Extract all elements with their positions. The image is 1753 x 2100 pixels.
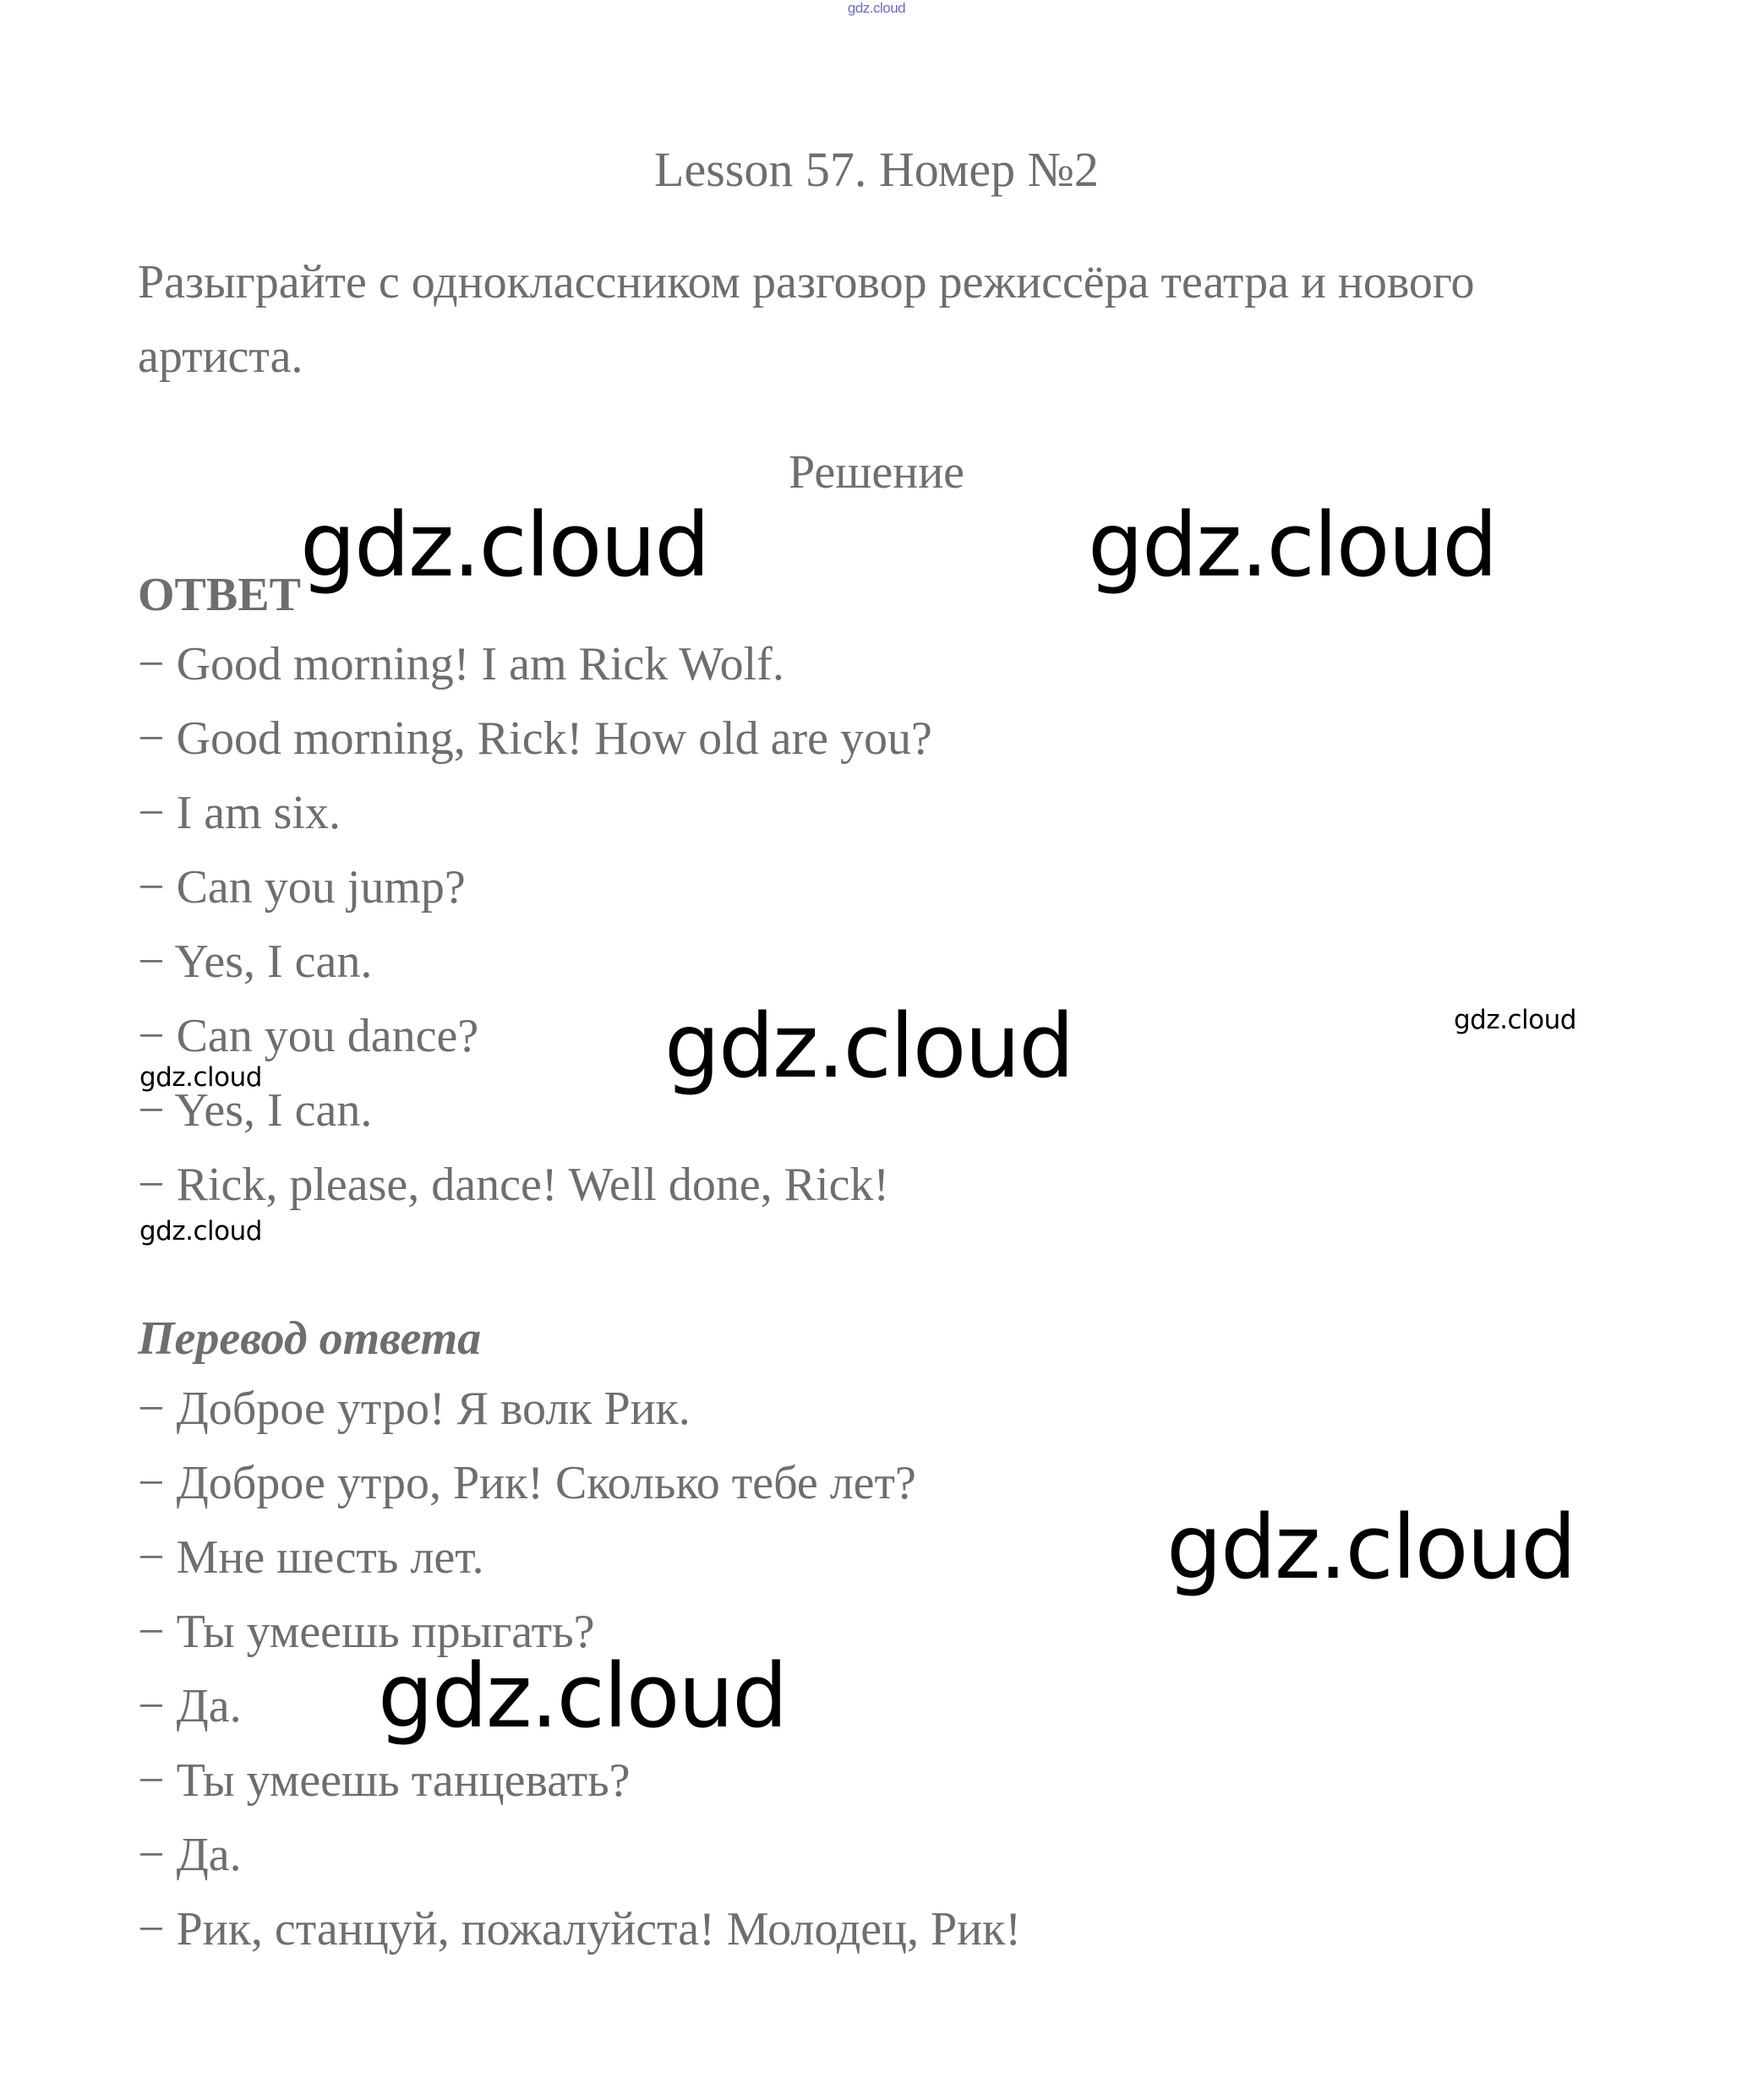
dialogue-line: − Good morning! I am Rick Wolf. (138, 638, 784, 690)
watermark: gdz.cloud (1088, 494, 1497, 597)
task-text: Разыграйте с одноклассником разговор режиссёра театра и нового артиста. (138, 256, 1475, 383)
translation-line: − Да. (138, 1680, 242, 1732)
solution-heading: Решение (788, 446, 965, 499)
dialogue-line: − Rick, please, dance! Well done, Rick! (138, 1159, 890, 1211)
watermark: gdz.cloud (1454, 1005, 1576, 1035)
dialogue-line: − I am six. (138, 787, 341, 839)
answer-dialogue (138, 627, 932, 1222)
watermark: gdz.cloud (139, 1062, 262, 1093)
watermark: gdz.cloud (378, 1645, 787, 1748)
translation-line: − Доброе утро, Рик! Сколько тебе лет? (138, 1457, 916, 1509)
answer-heading: ОТВЕТ (138, 569, 301, 621)
translation-line: − Ты умеешь прыгать? (138, 1606, 595, 1658)
top-watermark: gdz.cloud (847, 0, 906, 16)
dialogue-line: − Yes, I can. (138, 935, 373, 988)
dialogue-line: − Can you dance? (138, 1010, 479, 1062)
watermark: gdz.cloud (664, 995, 1073, 1098)
dialogue-line: − Yes, I can. (138, 1084, 373, 1137)
translation-line: − Ты умеешь танцевать? (138, 1754, 631, 1807)
dialogue-line: − Can you jump? (138, 861, 466, 914)
translation-heading: Перевод ответа (138, 1312, 482, 1365)
translation-line: − Да. (138, 1829, 242, 1881)
page-title: Lesson 57. Номер №2 (654, 142, 1099, 197)
translation-line: − Мне шесть лет. (138, 1531, 484, 1584)
translation-line: − Рик, станцуй, пожалуйста! Молодец, Рик! (138, 1903, 1021, 1955)
watermark: gdz.cloud (1166, 1496, 1576, 1599)
watermark: gdz.cloud (300, 494, 709, 597)
translation-line: − Доброе утро! Я волк Рик. (138, 1383, 691, 1435)
dialogue-line: − Good morning, Rick! How old are you? (138, 712, 932, 765)
watermark: gdz.cloud (139, 1216, 262, 1246)
